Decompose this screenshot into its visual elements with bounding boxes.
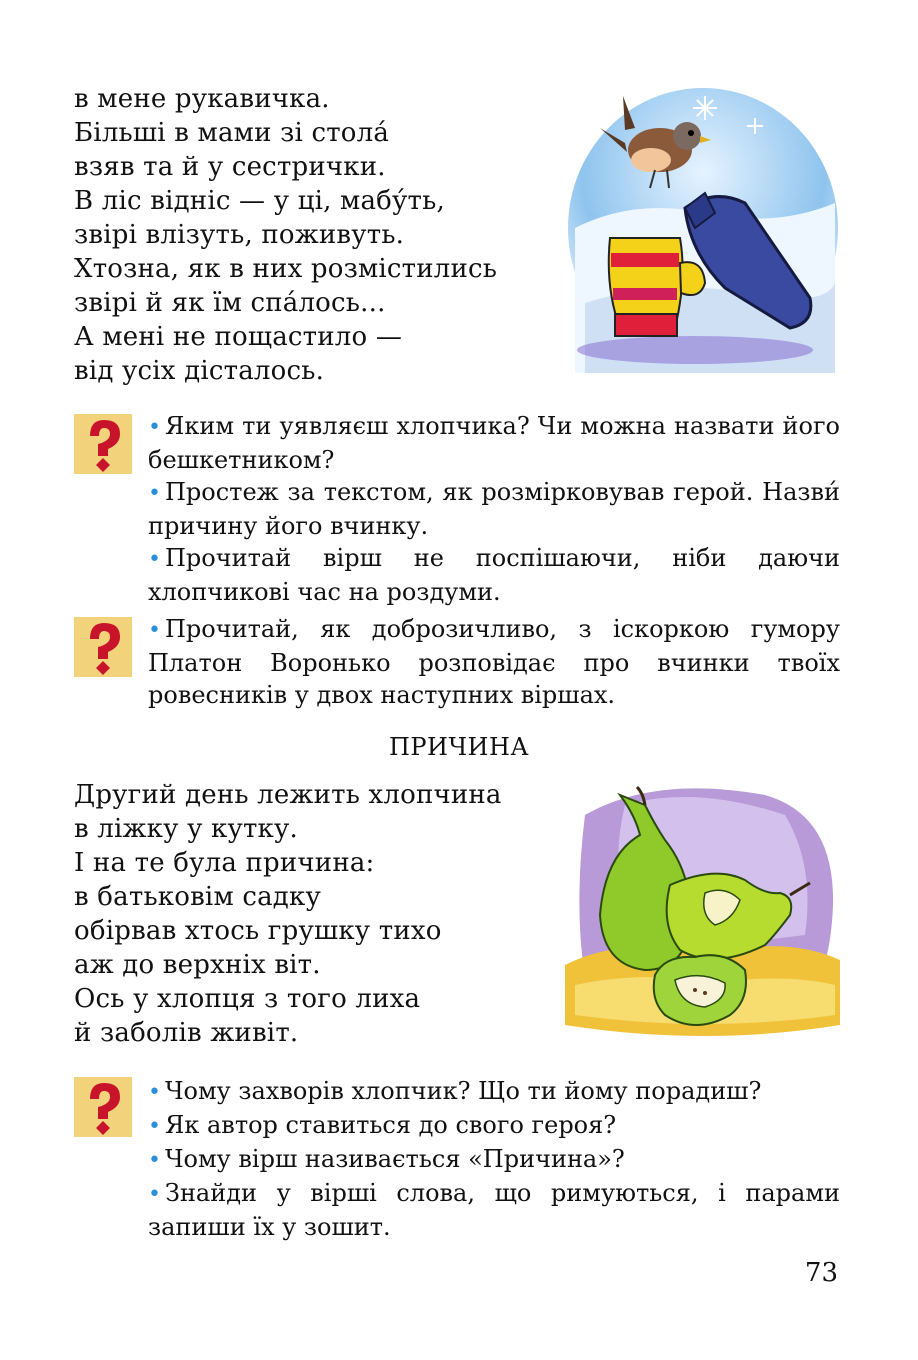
poem-line: Ось у хлопця з того лиха: [74, 984, 421, 1014]
poem-line: в ліжку у кутку.: [74, 814, 298, 844]
page-number: 73: [804, 1258, 838, 1288]
questions-block-3: [74, 1075, 840, 1243]
question-item: • Простеж за текстом, як розмірковував герой. Назви́ причину його вчинку.: [148, 478, 840, 540]
question-mark-icon: [74, 617, 132, 677]
poem-title: ПРИЧИНА: [388, 733, 530, 761]
poem-line: в батьковім садку: [74, 882, 321, 912]
poem-line: обірвав хтось грушку тихо: [74, 916, 442, 946]
bullet-icon: •: [148, 1114, 161, 1139]
bullet-icon: •: [148, 547, 161, 572]
poem-line: А мені не пощастило —: [74, 322, 403, 352]
poem-line: взяв та й у сестрички.: [74, 152, 386, 182]
poem-line: Другий день лежить хлопчина: [74, 780, 502, 810]
poem-line: В ліс відніс — у ці, мабу́ть,: [74, 186, 445, 216]
pears-illustration: [565, 785, 840, 1050]
poem-1: [74, 82, 497, 388]
bullet-icon: •: [148, 481, 161, 506]
poem-line: аж до верхніх віт.: [74, 950, 321, 980]
poem-line: звірі влізуть, поживуть.: [74, 220, 405, 250]
question-mark-icon: [74, 1077, 132, 1137]
bullet-icon: •: [148, 415, 161, 440]
winter-mittens-illustration: [565, 88, 840, 373]
questions-block-1: [74, 410, 840, 608]
question-item: • Яким ти уявляєш хлопчика? Чи можна назвати його бешкетником?: [148, 412, 840, 474]
questions-block-2: [74, 613, 840, 711]
question-mark-icon: [74, 414, 132, 474]
question-item: • Як автор ставиться до свого героя?: [148, 1111, 617, 1139]
poem-line: в мене рукавичка.: [74, 84, 330, 114]
question-item: • Знайди у вірші слова, що римуються, і парами запиши їх у зошит.: [148, 1179, 840, 1241]
poem-line: Хтозна, як в них розмістились: [74, 254, 498, 284]
question-list: [148, 1075, 840, 1243]
bullet-icon: •: [148, 1080, 161, 1105]
bullet-icon: •: [148, 1182, 161, 1207]
poem-line: від усіх дісталось.: [74, 356, 325, 386]
bullet-icon: •: [148, 1148, 161, 1173]
question-item: • Прочитай вірш не поспішаючи, ніби даючи хлопчикові час на роздуми.: [148, 544, 840, 606]
bullet-icon: •: [148, 618, 161, 643]
poem-line: І на те була причина:: [74, 848, 375, 878]
poem-line: звірі й як їм спа́лось...: [74, 288, 386, 318]
question-item: • Прочитай, як доброзичливо, з іскоркою гумору Платон Воронько розповідає про вчинки твоїх ровесників у двох наступних віршах.: [148, 615, 840, 709]
question-item: • Чому вірш називається «Причина»?: [148, 1145, 625, 1173]
question-list: [148, 613, 840, 711]
question-item: • Чому захворів хлопчик? Що ти йому порадиш?: [148, 1077, 762, 1105]
poem-2: [74, 778, 502, 1050]
poem-line: й заболів живіт.: [74, 1018, 299, 1048]
poem-line: Більші в мами зі стола́: [74, 118, 390, 148]
question-list: [148, 410, 840, 608]
